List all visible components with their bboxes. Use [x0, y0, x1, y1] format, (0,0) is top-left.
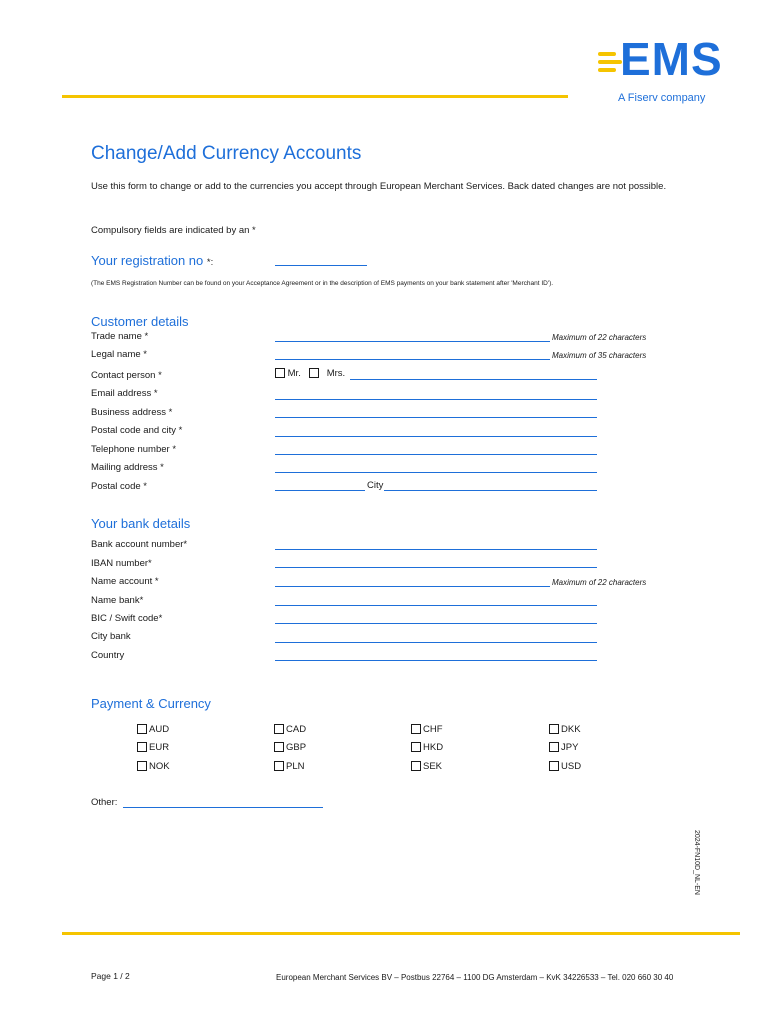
currency-option-pln[interactable] [274, 761, 304, 772]
currency-label: AUD [149, 724, 170, 735]
customer-heading: Customer details [91, 314, 189, 329]
currency-option-dkk[interactable] [549, 724, 581, 735]
logo-tagline: A Fiserv company [618, 92, 706, 104]
bic-label: BIC / Swift code* [91, 613, 163, 624]
contact-person-label: Contact person * [91, 370, 162, 381]
page-title: Change/Add Currency Accounts [91, 143, 362, 164]
checkbox-icon[interactable] [137, 761, 147, 771]
currency-label: PLN [286, 761, 305, 772]
checkbox-icon[interactable] [411, 724, 421, 734]
registration-suffix: *: [206, 257, 214, 268]
currency-label: DKK [561, 724, 581, 735]
currency-label: SEK [423, 761, 443, 772]
mr-checkbox[interactable] [275, 368, 285, 378]
company-info: European Merchant Services BV – Postbus 22764 – 1100 DG Amsterdam – KvK 34226533 – Tel. 020 660 30 40 [276, 973, 674, 982]
business-address-field[interactable] [275, 417, 597, 418]
currency-option-gbp[interactable] [274, 742, 306, 753]
registration-heading-text: Your registration no [91, 253, 204, 268]
name-account-note: Maximum of 22 characters [552, 578, 647, 587]
currency-label: CHF [423, 724, 443, 735]
country-field[interactable] [275, 660, 597, 661]
currency-label: HKD [423, 742, 444, 753]
bank-account-field[interactable] [275, 549, 597, 550]
trade-name-field[interactable] [275, 341, 550, 342]
currency-option-hkd[interactable] [411, 742, 443, 753]
trade-name-label: Trade name * [91, 331, 149, 342]
postal-code-field[interactable] [275, 490, 365, 491]
mailing-address-label: Mailing address * [91, 462, 164, 473]
currency-label: USD [561, 761, 582, 772]
checkbox-icon[interactable] [549, 742, 559, 752]
currency-option-cad[interactable] [274, 724, 306, 735]
email-field[interactable] [275, 399, 597, 400]
bic-field[interactable] [275, 623, 597, 624]
currency-option-eur[interactable] [137, 742, 169, 753]
city-bank-label: City bank [91, 631, 131, 642]
registration-note: (The EMS Registration Number can be found on your Acceptance Agreement or in the description of EMS payments on your bank statement after 'Merchant ID'). [91, 280, 554, 287]
currency-option-aud[interactable] [137, 724, 169, 735]
registration-input[interactable] [275, 265, 367, 266]
other-field[interactable] [123, 807, 323, 808]
name-account-field[interactable] [275, 586, 550, 587]
iban-label: IBAN number* [91, 558, 152, 569]
currency-label: GBP [286, 742, 307, 753]
checkbox-icon[interactable] [137, 742, 147, 752]
legal-name-field[interactable] [275, 359, 550, 360]
legal-name-note: Maximum of 35 characters [552, 351, 647, 360]
postal-city-field[interactable] [275, 436, 597, 437]
email-label: Email address * [91, 388, 158, 399]
payment-heading: Payment & Currency [91, 696, 211, 711]
logo-brand: EMS [620, 33, 723, 85]
currency-option-jpy[interactable] [549, 742, 578, 753]
currency-option-usd[interactable] [549, 761, 581, 772]
iban-field[interactable] [275, 567, 597, 568]
salutation-group [275, 368, 345, 379]
city-label: City [367, 480, 384, 491]
business-address-label: Business address * [91, 407, 173, 418]
telephone-label: Telephone number * [91, 444, 177, 455]
currency-label: CAD [286, 724, 307, 735]
checkbox-icon[interactable] [549, 761, 559, 771]
footer-rule [62, 932, 740, 935]
city-bank-field[interactable] [275, 642, 597, 643]
header-rule [62, 95, 568, 98]
currency-option-nok[interactable] [137, 761, 170, 772]
bank-heading: Your bank details [91, 516, 191, 531]
city-field[interactable] [384, 490, 597, 491]
mrs-checkbox[interactable] [309, 368, 319, 378]
mr-label: Mr. [287, 368, 301, 379]
checkbox-icon[interactable] [274, 761, 284, 771]
checkbox-icon[interactable] [549, 724, 559, 734]
postal-city-label: Postal code and city * [91, 425, 183, 436]
postal-code-label: Postal code * [91, 481, 147, 492]
ems-logo [598, 33, 728, 108]
currency-option-chf[interactable] [411, 724, 443, 735]
mailing-address-field[interactable] [275, 472, 597, 473]
checkbox-icon[interactable] [411, 761, 421, 771]
country-label: Country [91, 650, 125, 661]
name-account-label: Name account * [91, 576, 159, 587]
telephone-field[interactable] [275, 454, 597, 455]
compulsory-note: Compulsory fields are indicated by an * [91, 225, 256, 236]
legal-name-label: Legal name * [91, 349, 147, 360]
checkbox-icon[interactable] [411, 742, 421, 752]
registration-heading [91, 253, 213, 268]
mrs-label: Mrs. [326, 368, 346, 379]
intro-text: Use this form to change or add to the currencies you accept through European Merchant Services. Back dated changes are not possible. [91, 181, 667, 192]
checkbox-icon[interactable] [137, 724, 147, 734]
currency-label: NOK [149, 761, 170, 772]
other-label: Other: [91, 797, 118, 808]
form-code: 2024-FN10D_NL-EN [693, 830, 700, 895]
checkbox-icon[interactable] [274, 742, 284, 752]
name-bank-field[interactable] [275, 605, 597, 606]
name-bank-label: Name bank* [91, 595, 144, 606]
checkbox-icon[interactable] [274, 724, 284, 734]
trade-name-note: Maximum of 22 characters [552, 333, 647, 342]
bank-account-label: Bank account number* [91, 539, 188, 550]
page-number: Page 1 / 2 [91, 971, 130, 981]
currency-option-sek[interactable] [411, 761, 442, 772]
currency-label: JPY [561, 742, 579, 753]
contact-person-field[interactable] [350, 379, 597, 380]
currency-label: EUR [149, 742, 170, 753]
